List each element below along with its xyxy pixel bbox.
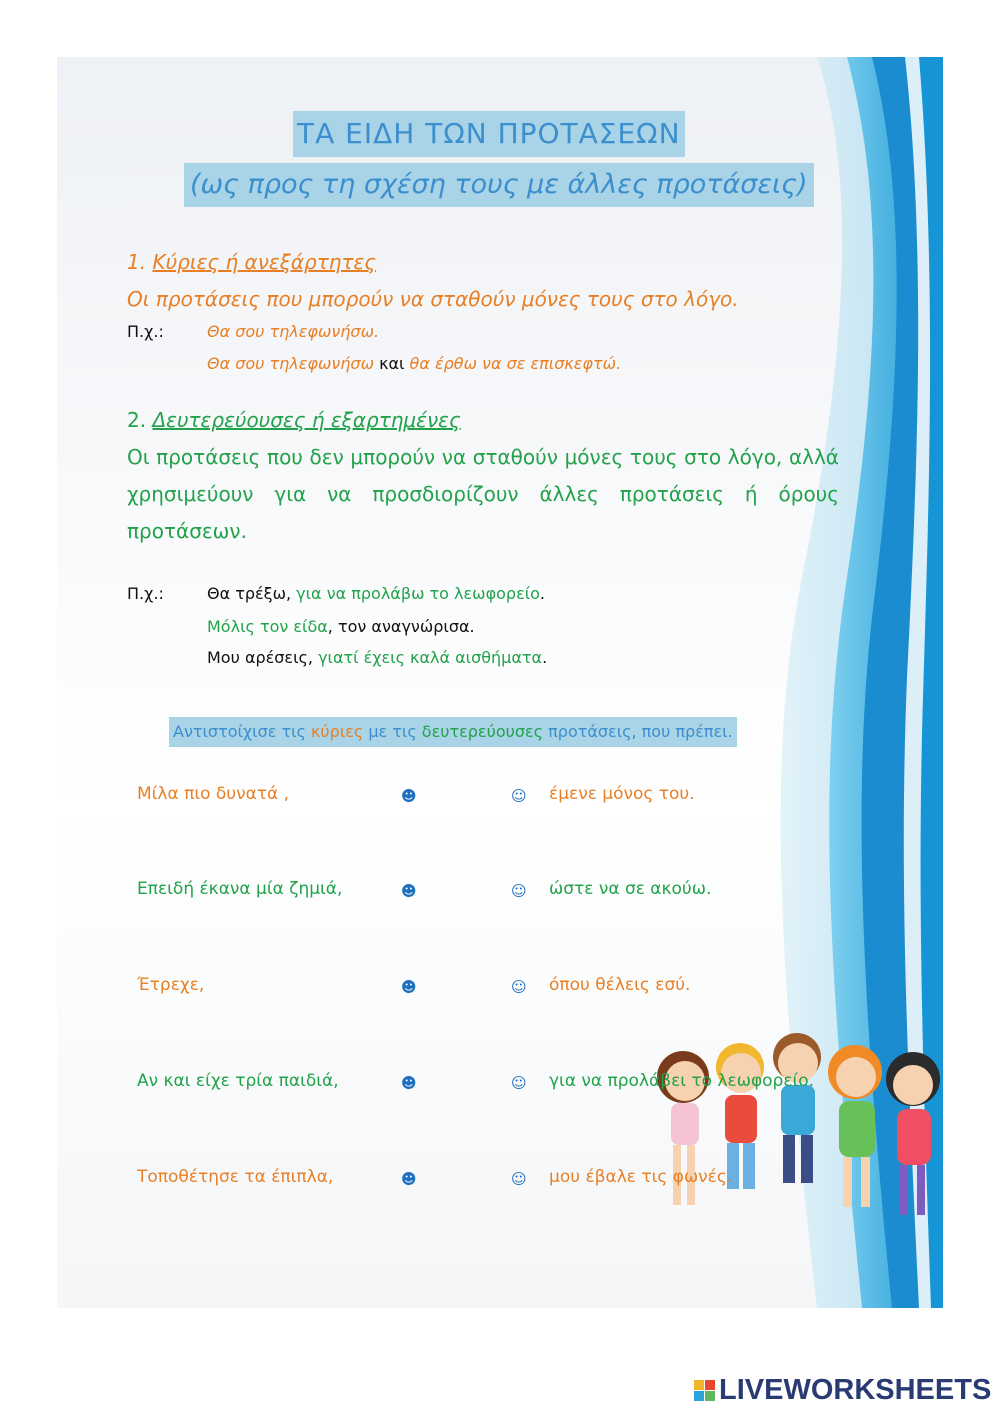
match-dot-left[interactable]: ☻ [401, 1074, 417, 1092]
instruction-part-1: Αντιστοίχισε τις [173, 722, 311, 741]
match-dot-right[interactable]: ☺ [511, 978, 527, 996]
section2-ex3-main: Μου αρέσεις, [207, 648, 313, 667]
match-dot-right[interactable]: ☺ [511, 1170, 527, 1188]
subordinate-clause-item: για να προλάβει το λεωφορείο. [549, 1071, 815, 1091]
section2-example-3 [207, 648, 547, 667]
section1-heading [127, 250, 376, 274]
match-dot-left[interactable]: ☻ [401, 882, 417, 900]
watermark-brand-text: LIVEWORKSHEETS [719, 1373, 992, 1406]
subordinate-clause-item: ώστε να σε ακούω. [549, 879, 712, 899]
main-clause-item: Αν και είχε τρία παιδιά, [137, 1071, 339, 1091]
match-dot-left[interactable]: ☻ [401, 787, 417, 805]
section2-ex3-sub: γιατί έχεις καλά αισθήματα [318, 648, 543, 667]
main-clause-item: Επειδή έκανα μία ζημιά, [137, 879, 343, 899]
instruction-part-3: με τις [363, 722, 422, 741]
liveworksheets-watermark [694, 1373, 992, 1406]
match-dot-left[interactable]: ☻ [401, 978, 417, 996]
main-clause-item: Έτρεχε, [137, 975, 205, 995]
match-dot-right[interactable]: ☺ [511, 787, 527, 805]
section2-example-1 [207, 584, 545, 603]
section1-number: 1. [127, 250, 147, 274]
section2-ex1-sub: για να προλάβω το λεωφορείο [296, 584, 540, 603]
main-clause-item: Τοποθέτησε τα έπιπλα, [137, 1167, 334, 1187]
section1-example-1: Θα σου τηλεφωνήσω. [207, 322, 380, 341]
section2-heading-text: Δευτερεύουσες ή εξαρτημένες [152, 408, 461, 432]
subordinate-clause-item: έμενε μόνος του. [549, 784, 695, 804]
section1-definition: Οι προτάσεις που μπορούν να σταθούν μόνες τους στο λόγο. [127, 287, 739, 311]
section2-ex1-end: . [539, 584, 546, 603]
section2-example-2 [207, 617, 475, 636]
instruction-part-5: προτάσεις, που πρέπει. [543, 722, 733, 741]
section1-example-label: Π.χ.: [127, 322, 164, 341]
section1-heading-text: Κύριες ή ανεξάρτητες [152, 250, 377, 274]
section1-example-2 [207, 354, 621, 373]
section2-example-label: Π.χ.: [127, 584, 164, 603]
match-dot-right[interactable]: ☺ [511, 882, 527, 900]
section2-ex1-main: Θα τρέξω, [207, 584, 292, 603]
section2-ex3-end: . [542, 648, 548, 667]
match-dot-left[interactable]: ☻ [401, 1170, 417, 1188]
liveworksheets-logo-icon [694, 1380, 715, 1401]
title-line-2: (ως προς τη σχέση τους με άλλες προτάσεις) [184, 163, 814, 207]
title-line-1: ΤΑ ΕΙΔΗ ΤΩΝ ΠΡΟΤΑΣΕΩΝ [293, 111, 685, 157]
instruction-banner [169, 717, 737, 747]
section2-definition: Οι προτάσεις που δεν μπορούν να σταθούν μόνες τους στο λόγο, αλλά χρησιμεύουν για να προσδιορίζουν άλλες προτάσεις ή όρους προτάσεων. [127, 445, 839, 543]
children-illustration [655, 1017, 943, 1267]
worksheet-page [57, 57, 943, 1308]
section1-ex2-second: θα έρθω να σε επισκεφτώ. [409, 354, 622, 373]
section1-ex2-main: Θα σου τηλεφωνήσω [207, 354, 374, 373]
subordinate-clause-item: όπου θέλεις εσύ. [549, 975, 691, 995]
section2-ex2-sub: Μόλις τον είδα [207, 617, 328, 636]
main-clause-item: Μίλα πιο δυνατά , [137, 784, 290, 804]
match-dot-right[interactable]: ☺ [511, 1074, 527, 1092]
section2-heading [127, 408, 461, 432]
section2-ex2-main: , τον αναγνώρισα. [327, 617, 475, 636]
subordinate-clause-item: μου έβαλε τις φωνές. [549, 1167, 733, 1187]
instruction-keyword-sub: δευτερεύουσες [421, 722, 544, 741]
instruction-keyword-main: κύριες [310, 722, 364, 741]
section2-number: 2. [127, 408, 147, 432]
section1-ex2-conj: και [379, 354, 405, 373]
